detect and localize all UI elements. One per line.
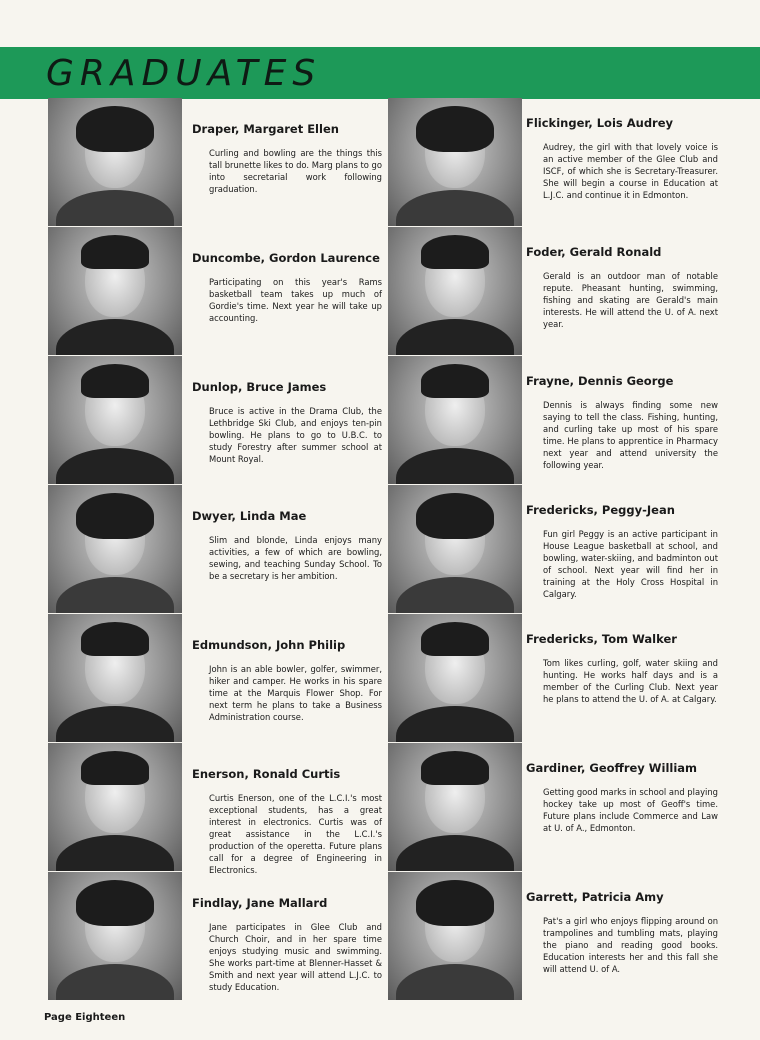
graduate-info bbox=[192, 767, 382, 876]
graduate-entry bbox=[48, 872, 418, 1001]
right-column bbox=[388, 98, 758, 1001]
graduate-bio: Audrey, the girl with that lovely voice is an active member of the Glee Club and ISCF, of which she is Secretary-Treasurer. She will begin a course in Education at L.J.C. and continue it in Edmonton. bbox=[543, 142, 718, 200]
graduate-name: Findlay, Jane Mallard bbox=[192, 896, 328, 910]
graduate-bio: Dennis is always finding some new saying to tell the class. Fishing, hunting, and curling take up most of his spare time. He plans to apprentice in Pharmacy next year and attend university the following year. bbox=[543, 400, 718, 470]
graduate-entry bbox=[388, 485, 758, 614]
graduate-name: Garrett, Patricia Amy bbox=[526, 890, 664, 904]
graduate-portrait bbox=[388, 614, 522, 742]
graduate-bio: Curling and bowling are the things this tall brunette likes to do. Marg plans to go into secretarial work following graduation. bbox=[209, 148, 382, 194]
graduate-entry bbox=[388, 743, 758, 872]
graduate-info bbox=[526, 116, 718, 201]
graduate-entry bbox=[388, 98, 758, 227]
graduate-portrait bbox=[388, 872, 522, 1000]
graduate-entry bbox=[48, 227, 418, 356]
graduate-entry bbox=[48, 743, 418, 875]
graduate-name: Fredericks, Peggy-Jean bbox=[526, 503, 675, 517]
graduate-portrait bbox=[388, 98, 522, 226]
graduate-entry bbox=[48, 614, 418, 743]
graduate-portrait bbox=[48, 743, 182, 871]
graduate-name: Fredericks, Tom Walker bbox=[526, 632, 677, 646]
graduate-portrait bbox=[388, 227, 522, 355]
graduate-portrait bbox=[48, 614, 182, 742]
graduate-bio: Curtis Enerson, one of the L.C.I.'s most exceptional students, has a great interest in electronics. Curtis was of great assistance in the L.C.I.'s production of the operetta. Future plans call for a degree of Engineering in Electronics. bbox=[209, 793, 382, 875]
graduate-bio: Gerald is an outdoor man of notable repute. Pheasant hunting, swimming, fishing and skating are Gerald's main interests. He will attend the U. of A. next year. bbox=[543, 271, 718, 329]
graduate-name: Enerson, Ronald Curtis bbox=[192, 767, 341, 781]
graduate-portrait bbox=[388, 743, 522, 871]
graduate-portrait bbox=[48, 227, 182, 355]
graduate-info bbox=[526, 374, 718, 471]
graduate-bio: Slim and blonde, Linda enjoys many activities, a few of which are bowling, sewing, and teaching Sunday School. To be a secretary is her ambition. bbox=[209, 535, 382, 581]
graduate-entry bbox=[388, 614, 758, 743]
graduate-info bbox=[192, 896, 382, 993]
graduate-entry bbox=[388, 356, 758, 485]
graduate-name: Edmundson, John Philip bbox=[192, 638, 346, 652]
graduate-info bbox=[526, 245, 718, 330]
graduate-entry bbox=[48, 485, 418, 614]
graduate-info bbox=[192, 638, 382, 723]
graduate-entry bbox=[388, 227, 758, 356]
graduate-info bbox=[526, 890, 718, 975]
graduate-entry bbox=[48, 356, 418, 485]
header-banner bbox=[0, 47, 760, 99]
page-number: Page Eighteen bbox=[44, 1012, 126, 1023]
graduate-name: Dwyer, Linda Mae bbox=[192, 509, 307, 523]
graduate-info bbox=[192, 509, 382, 582]
graduate-portrait bbox=[48, 872, 182, 1000]
graduate-info bbox=[526, 761, 718, 834]
left-column bbox=[48, 98, 418, 1001]
graduate-name: Dunlop, Bruce James bbox=[192, 380, 327, 394]
graduate-bio: Bruce is active in the Drama Club, the Lethbridge Ski Club, and enjoys ten-pin bowling. He plans to go to U.B.C. to study Forestry after summer school at Mount Royal. bbox=[209, 406, 382, 464]
graduate-info bbox=[192, 380, 382, 465]
graduate-bio: John is an able bowler, golfer, swimmer, hiker and camper. He works in his spare time at the Marquis Flower Shop. For next term he plans to take a Business Administration course. bbox=[209, 664, 382, 722]
graduate-portrait bbox=[388, 356, 522, 484]
graduate-entry bbox=[48, 98, 418, 227]
graduate-info bbox=[192, 251, 382, 324]
graduate-name: Frayne, Dennis George bbox=[526, 374, 674, 388]
graduate-name: Gardiner, Geoffrey William bbox=[526, 761, 698, 775]
graduate-name: Duncombe, Gordon Laurence bbox=[192, 251, 380, 265]
graduate-portrait bbox=[388, 485, 522, 613]
graduate-name: Flickinger, Lois Audrey bbox=[526, 116, 674, 130]
graduate-name: Foder, Gerald Ronald bbox=[526, 245, 662, 259]
graduate-name: Draper, Margaret Ellen bbox=[192, 122, 339, 136]
graduate-portrait bbox=[48, 98, 182, 226]
page-title: GRADUATES bbox=[46, 53, 322, 94]
graduate-bio: Fun girl Peggy is an active participant in House League basketball at school, and bowling, water-skiing, and badminton out of school. Next year will find her in training at the Holy Cross Hospital in Calgary. bbox=[543, 529, 718, 599]
graduate-bio: Pat's a girl who enjoys flipping around on trampolines and tumbling mats, playing the piano and reading good books. Education interests her and this fall she will attend U. of A. bbox=[543, 916, 718, 974]
graduate-entry bbox=[388, 872, 758, 1001]
graduate-bio: Getting good marks in school and playing hockey take up most of Geoff's time. Future plans include Commerce and Law at U. of A., Edmonton. bbox=[543, 787, 718, 833]
graduate-info bbox=[192, 122, 382, 195]
graduate-info bbox=[526, 503, 718, 600]
graduate-portrait bbox=[48, 356, 182, 484]
graduate-bio: Jane participates in Glee Club and Church Choir, and in her spare time enjoys studying music and swimming. She works part-time at Blenner-Hasset & Smith and next year will attend L.J.C. to study Education. bbox=[209, 922, 382, 992]
graduate-bio: Participating on this year's Rams basketball team takes up much of Gordie's time. Next year he will take up accounting. bbox=[209, 277, 382, 323]
graduate-bio: Tom likes curling, golf, water skiing and hunting. He works half days and is a member of the Curling Club. Next year he plans to attend the U. of A. at Calgary. bbox=[543, 658, 718, 704]
graduate-portrait bbox=[48, 485, 182, 613]
graduate-info bbox=[526, 632, 718, 705]
